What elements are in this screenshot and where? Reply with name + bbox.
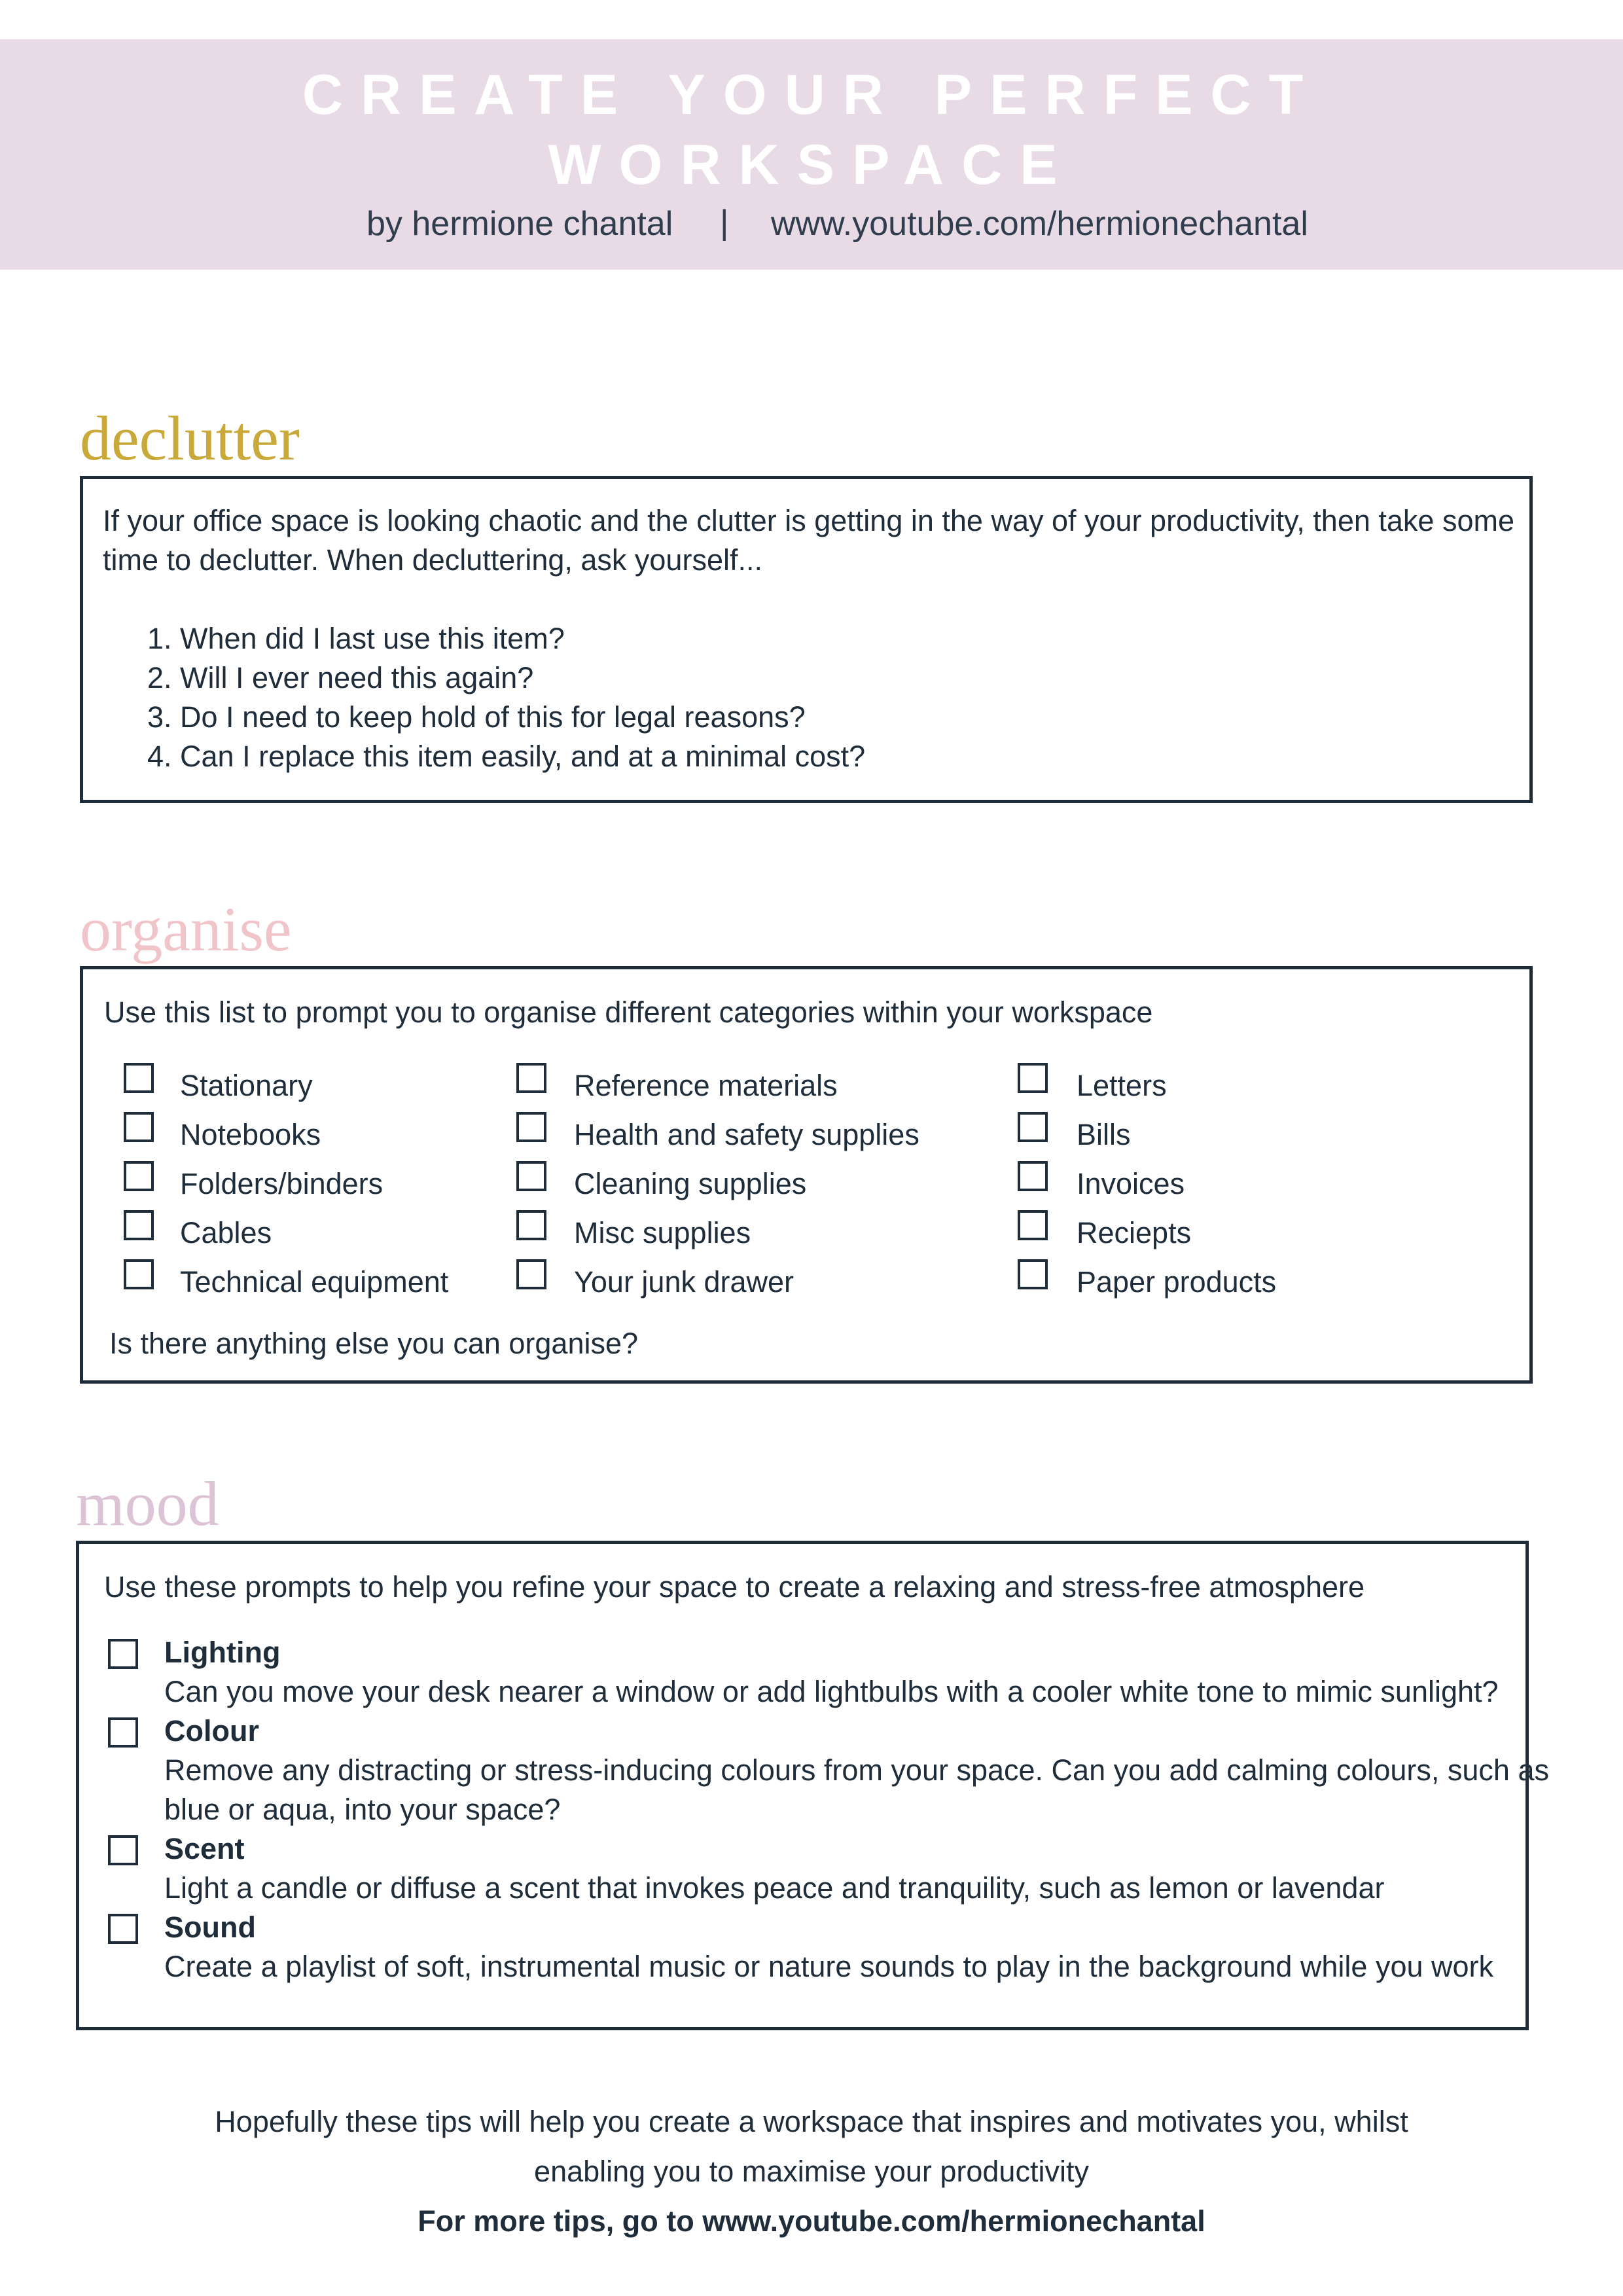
declutter-heading: declutter [80, 403, 300, 473]
mood-intro: Use these prompts to help you refine your space to create a relaxing and stress-free atmosphere [104, 1570, 1365, 1604]
checkbox-reference-materials[interactable] [516, 1063, 546, 1093]
checkbox-reciepts[interactable] [1018, 1210, 1048, 1240]
organise-item-label: Bills [1077, 1118, 1131, 1151]
declutter-question: 1. When did I last use this item? [147, 622, 565, 655]
footer-link[interactable]: For more tips, go to www.youtube.com/hermionechantal [418, 2204, 1205, 2238]
mood-item-desc: blue or aqua, into your space? [164, 1793, 561, 1826]
organise-item-label: Misc supplies [574, 1216, 751, 1249]
declutter-intro-line-1: If your office space is looking chaotic and the clutter is getting in the way of your productivity, then take some [103, 504, 1514, 537]
checkbox-colour[interactable] [108, 1717, 138, 1748]
organise-item-label: Reciepts [1077, 1216, 1192, 1249]
organise-outro: Is there anything else you can organise? [109, 1327, 639, 1360]
checkbox-cables[interactable] [124, 1210, 154, 1240]
checkbox-cleaning-supplies[interactable] [516, 1161, 546, 1191]
mood-item-desc: Light a candle or diffuse a scent that invokes peace and tranquility, such as lemon or lavendar [164, 1871, 1385, 1905]
checkbox-invoices[interactable] [1018, 1161, 1048, 1191]
mood-item-desc: Remove any distracting or stress-inducing colours from your space. Can you add calming colours, such as [164, 1753, 1549, 1787]
organise-item-label: Stationary [180, 1069, 313, 1102]
checkbox-health-safety-supplies[interactable] [516, 1112, 546, 1142]
declutter-question: 3. Do I need to keep hold of this for legal reasons? [147, 700, 806, 734]
organise-box [80, 966, 1533, 1384]
checkbox-scent[interactable] [108, 1835, 138, 1865]
checkbox-lighting[interactable] [108, 1639, 138, 1669]
organise-item-label: Paper products [1077, 1265, 1277, 1299]
organise-item-label: Notebooks [180, 1118, 321, 1151]
checkbox-notebooks[interactable] [124, 1112, 154, 1142]
footer-line-2: enabling you to maximise your productivity [534, 2155, 1089, 2188]
mood-item-label: Colour [164, 1714, 259, 1748]
organise-item-label: Health and safety supplies [574, 1118, 919, 1151]
title-line-1: CREATE YOUR PERFECT [302, 63, 1321, 126]
organise-item-label: Cables [180, 1216, 272, 1249]
organise-item-label: Invoices [1077, 1167, 1185, 1200]
organise-item-label: Your junk drawer [574, 1265, 794, 1299]
footer-line-1: Hopefully these tips will help you create a workspace that inspires and motivates you, whilst [215, 2105, 1408, 2138]
checkbox-misc-supplies[interactable] [516, 1210, 546, 1240]
declutter-question: 2. Will I ever need this again? [147, 661, 534, 694]
checkbox-junk-drawer[interactable] [516, 1259, 546, 1289]
header-url-link[interactable]: www.youtube.com/hermionechantal [771, 205, 1308, 243]
mood-item-desc: Create a playlist of soft, instrumental music or nature sounds to play in the background while you work [164, 1950, 1494, 1983]
mood-box [76, 1541, 1549, 2030]
organise-intro: Use this list to prompt you to organise different categories within your workspace [104, 996, 1153, 1029]
checkbox-stationary[interactable] [124, 1063, 154, 1093]
author-byline: by hermione chantal [366, 205, 673, 243]
mood-item-desc: Can you move your desk nearer a window or add lightbulbs with a cooler white tone to mimic sunlight? [164, 1675, 1499, 1708]
checkbox-sound[interactable] [108, 1914, 138, 1944]
mood-item-label: Sound [164, 1910, 256, 1944]
checkbox-paper-products[interactable] [1018, 1259, 1048, 1289]
organise-item-label: Reference materials [574, 1069, 838, 1102]
declutter-question: 4. Can I replace this item easily, and at a minimal cost? [147, 740, 866, 773]
organise-item-label: Technical equipment [180, 1265, 449, 1299]
mood-item-label: Scent [164, 1832, 245, 1865]
checkbox-technical-equipment[interactable] [124, 1259, 154, 1289]
checkbox-folders-binders[interactable] [124, 1161, 154, 1191]
byline-separator: | [720, 204, 729, 242]
mood-heading: mood [76, 1469, 219, 1539]
organise-heading: organise [80, 894, 292, 964]
declutter-box [80, 476, 1533, 803]
title-line-2: WORKSPACE [548, 134, 1075, 196]
organise-item-label: Letters [1077, 1069, 1167, 1102]
checkbox-bills[interactable] [1018, 1112, 1048, 1142]
organise-item-label: Folders/binders [180, 1167, 383, 1200]
organise-item-label: Cleaning supplies [574, 1167, 807, 1200]
checkbox-letters[interactable] [1018, 1063, 1048, 1093]
mood-item-label: Lighting [164, 1636, 281, 1669]
declutter-intro-line-2: time to declutter. When decluttering, ask yourself... [103, 543, 762, 577]
